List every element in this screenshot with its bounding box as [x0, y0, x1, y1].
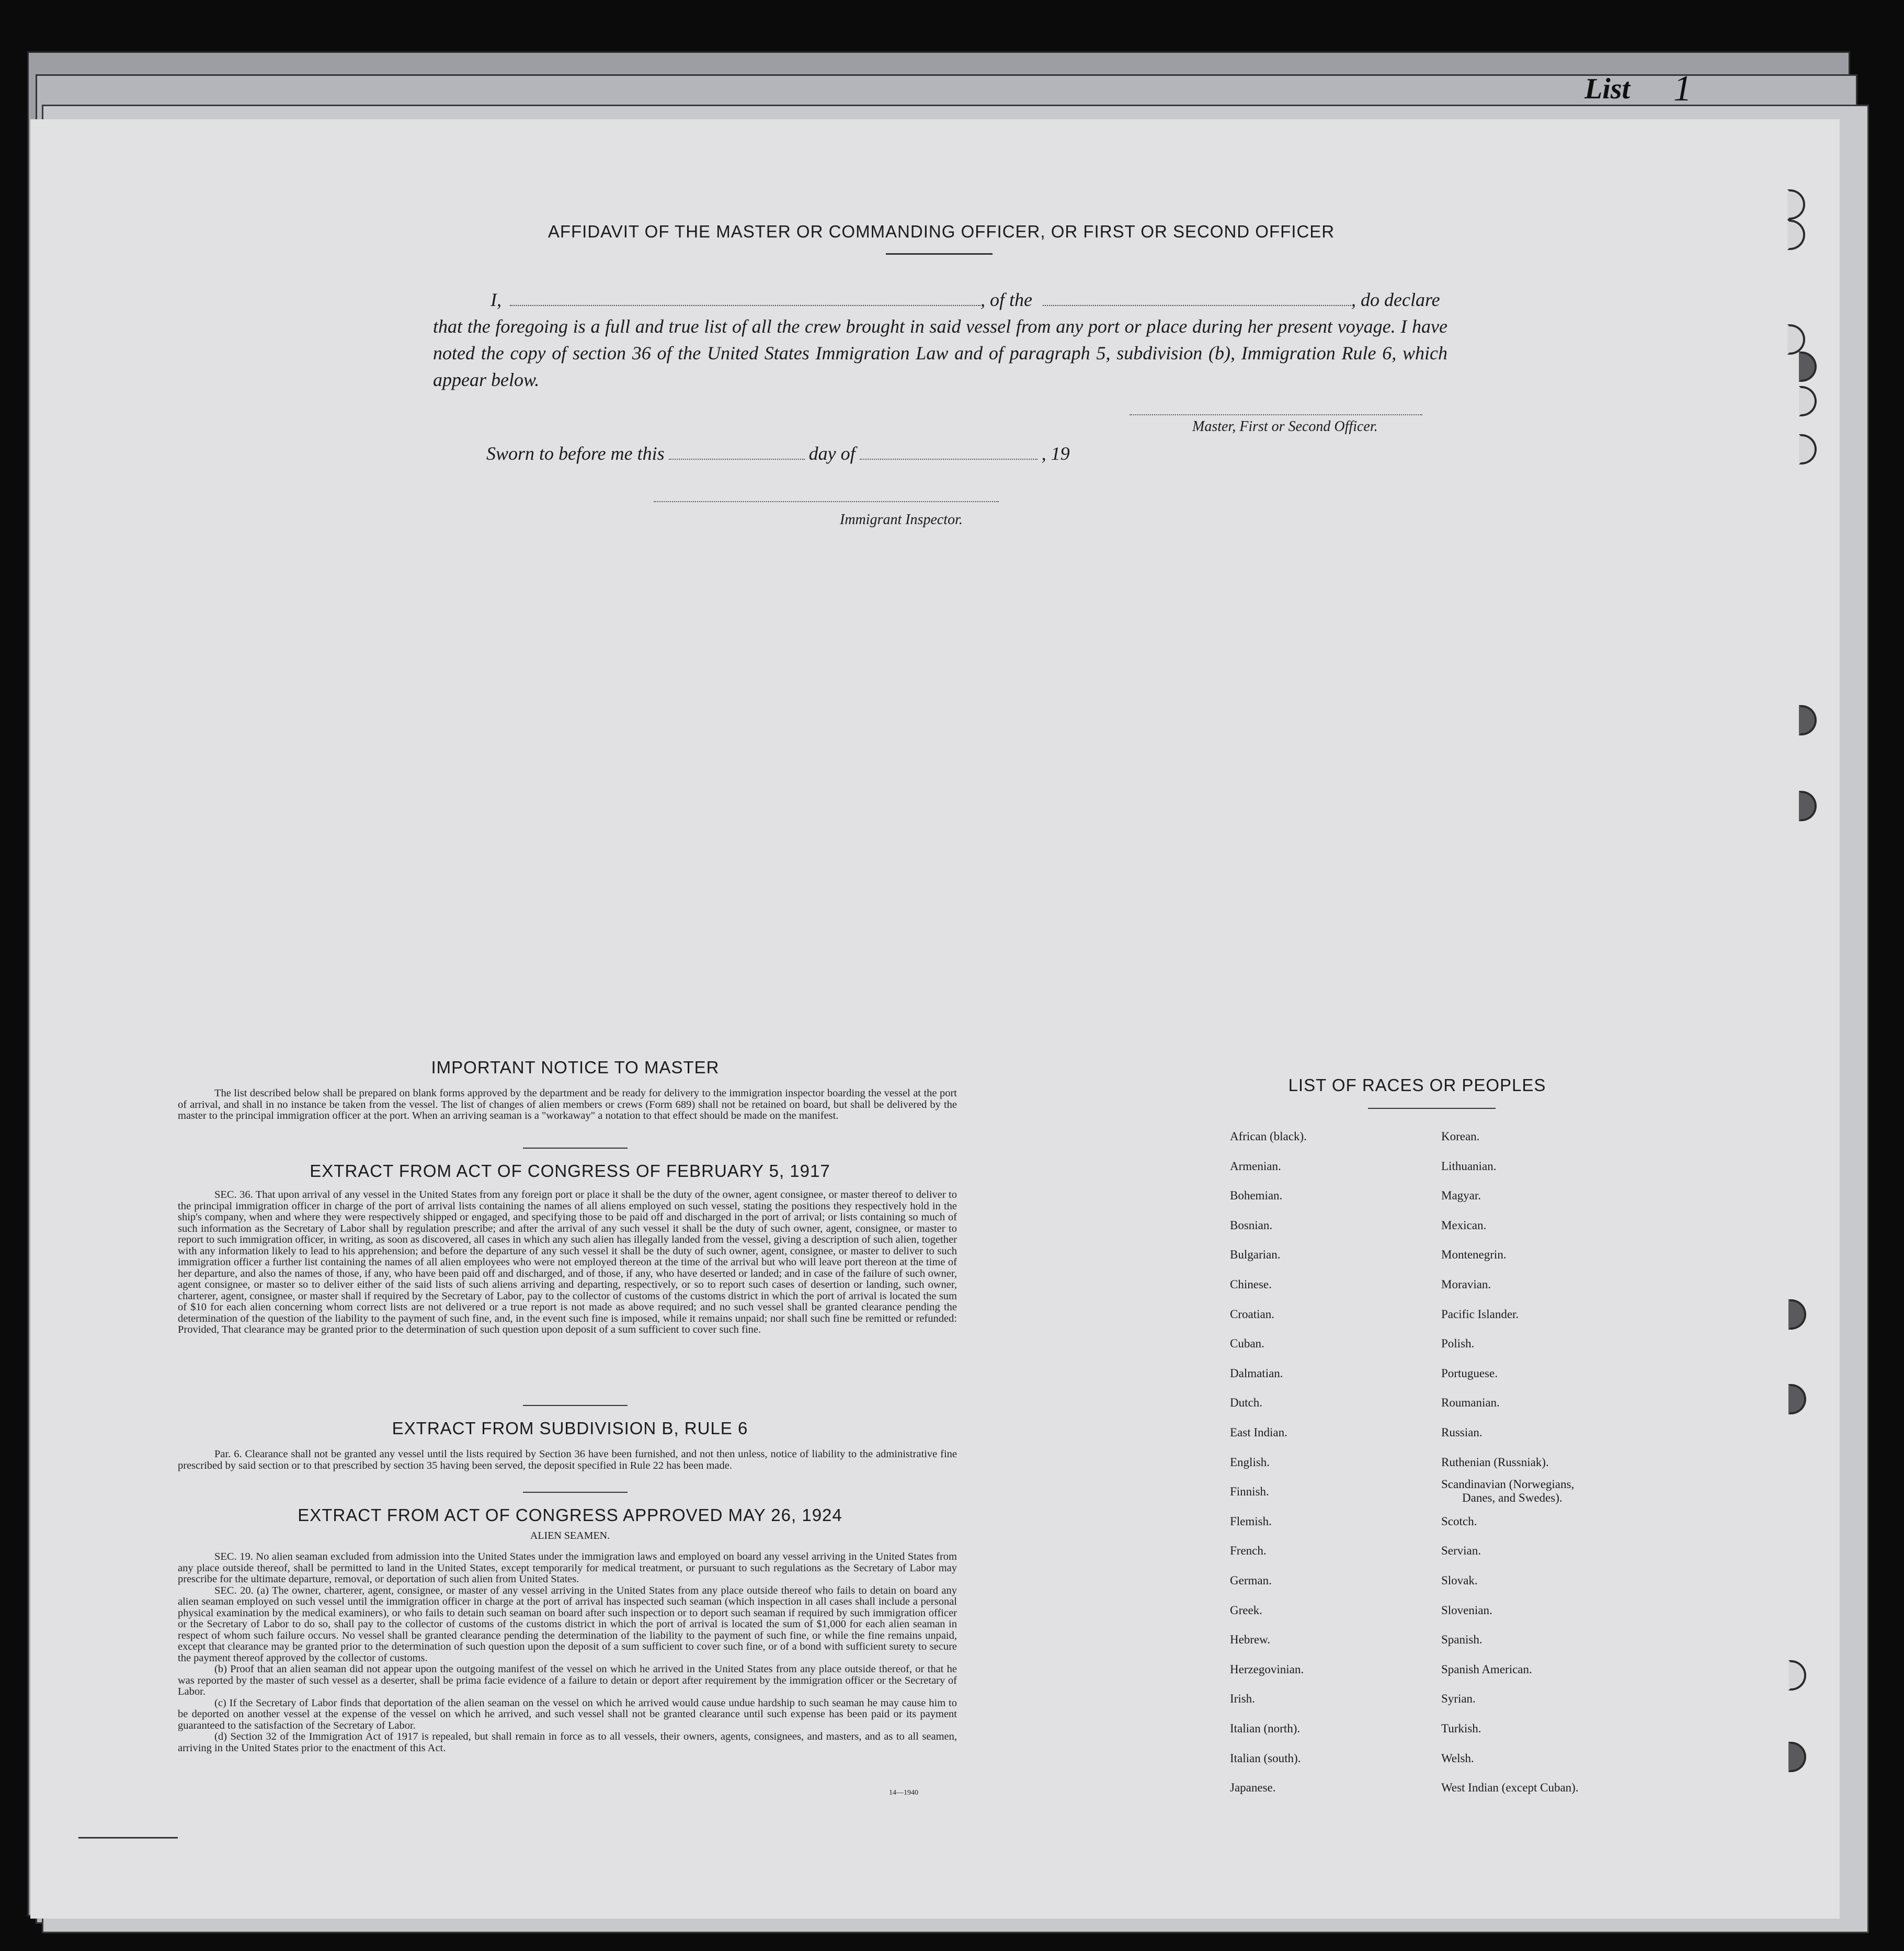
race-item: Montenegrin. — [1441, 1248, 1507, 1262]
race-item: Mexican. — [1441, 1218, 1487, 1232]
vessel-blank-field[interactable] — [1043, 305, 1351, 306]
extract-rule6-paragraph: Par. 6. Clearance shall not be granted any vessel until the lists required by Section 36 have been furnished, and not then unless, notice of liability to the administrative fine prescribed by said section or to that prescribed by section 35 having been served, the deposit specified in Rule 22 has been made. — [178, 1448, 957, 1471]
notice-text — [178, 1088, 957, 1122]
form-code: 14—1940 — [889, 1789, 918, 1797]
master-signature-caption: Master, First or Second Officer. — [1192, 418, 1378, 435]
race-item: African (black). — [1230, 1130, 1307, 1143]
race-item: Roumanian. — [1441, 1396, 1500, 1410]
race-item: Magyar. — [1441, 1189, 1481, 1203]
extract-1924-sec20d: (d) Section 32 of the Immigration Act of 1917 is repealed, but shall remain in force as to all vessels, their owners, agents, consignees, and masters, and as to all seamen, arriving in the United States prior to the enactment of this Act. — [178, 1731, 957, 1754]
sworn-prefix: Sworn to before me this — [486, 443, 665, 464]
list-number: 1 — [1673, 69, 1692, 109]
affidavit-body — [433, 287, 1447, 393]
race-item: Scandinavian (Norwegians, — [1441, 1478, 1575, 1491]
master-signature-field[interactable] — [1130, 414, 1422, 415]
sworn-month-field[interactable] — [860, 459, 1037, 460]
race-item: Danes, and Swedes). — [1462, 1491, 1563, 1505]
race-item: Slovenian. — [1441, 1603, 1492, 1617]
extract-1917-text — [178, 1189, 957, 1336]
race-item: Cuban. — [1230, 1337, 1264, 1351]
race-item: Hebrew. — [1230, 1633, 1271, 1647]
races-title: LIST OF RACES OR PEOPLES — [1288, 1075, 1546, 1095]
extract-1924-sec20c: (c) If the Secretary of Labor finds that deportation of the alien seaman on the vessel on which he arrived would cause undue hardship to such seaman he may cause him to be deported on another vessel at the expense of the vessel on which he arrived, and such vessel shall not be granted clearance until such expense has been paid or its payment guaranteed to the satisfaction of the Secretary of Labor. — [178, 1697, 957, 1731]
race-item: French. — [1230, 1544, 1267, 1558]
races-divider — [1368, 1108, 1496, 1109]
section-divider — [523, 1148, 628, 1149]
extract-rule6-title: EXTRACT FROM SUBDIVISION B, RULE 6 — [392, 1419, 748, 1438]
extract-1924-title: EXTRACT FROM ACT OF CONGRESS APPROVED MAY 26, 1924 — [298, 1505, 842, 1525]
section-divider — [523, 1405, 628, 1406]
race-item: Armenian. — [1230, 1159, 1281, 1173]
extract-1917-paragraph: SEC. 36. That upon arrival of any vessel in the United States from any foreign port or place it shall be the duty of the owner, agent consignee, or master thereof to deliver to the principal immigration officer in charge of the port of arrival lists containing the names of all aliens employed on such vessel, stating the positions they respectively hold in the ship's company, when and where they were respectively shipped or engaged, and specifying those to be paid off and discharged in the port of arrival; or lists containing so much of such information as the Secretary of Labor shall by regulation prescribe; and after the arrival of any such vessel it shall be the duty of such owner, agent, consignee, or master to report to such immigration officer, in writing, as soon as discovered, all cases in which any such alien has illegally landed from the vessel, giving a description of such alien, together with any information likely to lead to his apprehension; and before the departure of any such vessel it shall be the duty of such owner, agent, consignee, or master to deliver to such immigration officer a further list containing the names of all alien employees who were not employed thereon at the time of the arrival but who will leave port thereon at the time of her departure, and also the names of those, if any, who have been paid off and discharged, and of those, if any, who have deserted or landed; and in case of the failure of such owner, agent consignee, or master so to deliver either of the said lists of such aliens arriving and departing, respectively, or so to report such cases of desertion or landing, such owner, charterer, agent, consignee, or master shall if required by the Secretary of Labor, pay to the collector of customs of the customs district in which the port of arrival is located the sum of $10 for each alien concerning whom correct lists are not delivered or a true report is not made as above required; and no such vessel shall be granted clearance pending the determination of the question of the liability to the payment of such fine, and, in the event such fine is imposed, while it remains unpaid; nor shall such fine be remitted or refunded: Provided, That clearance may be granted prior to the determination of such question upon deposit of a sum sufficient to cover such fine. — [178, 1189, 957, 1335]
inspector-signature-field[interactable] — [654, 501, 999, 502]
extract-1917-title: EXTRACT FROM ACT OF CONGRESS OF FEBRUARY 5, 1917 — [310, 1161, 830, 1181]
race-item: Russian. — [1441, 1426, 1483, 1439]
race-item: Turkish. — [1441, 1722, 1481, 1735]
list-label: List — [1584, 73, 1631, 105]
sworn-year: , 19 — [1041, 443, 1070, 464]
race-item: Welsh. — [1441, 1751, 1474, 1765]
race-item: Bosnian. — [1230, 1218, 1273, 1232]
extract-rule6-text — [178, 1449, 957, 1471]
title-divider — [886, 253, 993, 255]
affidavit-of-the: , of the — [980, 289, 1032, 310]
race-item: Spanish American. — [1441, 1662, 1532, 1676]
race-item: Slovak. — [1441, 1574, 1478, 1587]
section-divider — [523, 1492, 628, 1493]
race-item: Moravian. — [1441, 1278, 1491, 1291]
race-item: Bohemian. — [1230, 1189, 1283, 1203]
affidavit-statement: that the foregoing is a full and true list of all the crew brought in said vessel from any port or place during her present voyage. I have noted the copy of section 36 of the United States Immigration Law and of paragraph 5, subdivision (b), Immigration Rule 6, which appear below. — [433, 316, 1447, 390]
race-item: Syrian. — [1441, 1692, 1476, 1706]
race-item: English. — [1230, 1455, 1270, 1469]
race-item: Greek. — [1230, 1603, 1262, 1617]
affidavit-i: I, — [491, 289, 501, 310]
race-item: Polish. — [1441, 1337, 1475, 1351]
race-item: Dutch. — [1230, 1396, 1262, 1410]
race-item: Herzegovinian. — [1230, 1662, 1304, 1676]
race-item: Italian (south). — [1230, 1751, 1301, 1765]
notice-title: IMPORTANT NOTICE TO MASTER — [431, 1058, 720, 1077]
race-item: Ruthenian (Russniak). — [1441, 1455, 1549, 1469]
race-item: Korean. — [1441, 1130, 1480, 1143]
extract-1924-subtitle: ALIEN SEAMEN. — [530, 1530, 610, 1541]
extract-1924-sec20b: (b) Proof that an alien seaman did not appear upon the outgoing manifest of the vessel on which he arrived in the United States from any place outside thereof, or that he was reported by the master of such vessel as a deserter, shall be prima facie evidence of a failure to detain or deport after requirement by the immigration officer or the Secretary of Labor. — [178, 1663, 957, 1697]
inspector-caption: Immigrant Inspector. — [840, 512, 963, 528]
affidavit-declare: , do declare — [1351, 289, 1440, 310]
name-blank-field[interactable] — [510, 305, 980, 306]
race-item: Chinese. — [1230, 1278, 1272, 1291]
race-item: Pacific Islander. — [1441, 1307, 1519, 1321]
race-item: West Indian (except Cuban). — [1441, 1781, 1579, 1795]
race-item: Irish. — [1230, 1692, 1255, 1706]
race-item: Spanish. — [1441, 1633, 1483, 1647]
sworn-line — [486, 443, 1070, 464]
race-item: Scotch. — [1441, 1514, 1477, 1528]
race-item: East Indian. — [1230, 1426, 1287, 1439]
race-item: Finnish. — [1230, 1485, 1269, 1499]
race-item: Servian. — [1441, 1544, 1481, 1558]
sworn-day-of: day of — [808, 443, 856, 464]
affidavit-title: AFFIDAVIT OF THE MASTER OR COMMANDING OFFICER, OR FIRST OR SECOND OFFICER — [548, 222, 1335, 241]
notice-paragraph: The list described below shall be prepared on blank forms approved by the department and be ready for delivery to the immigration inspector boarding the vessel at the port of arrival, and shall in no instance be taken from the vessel. The list of changes of alien members or crews (Form 689) shall not be retained on board, but shall be delivered by the master to the principal immigration officer at the port. When an arriving seaman is a "workaway" a notation to that effect should be made on the manifest. — [178, 1087, 957, 1121]
race-item: Dalmatian. — [1230, 1366, 1283, 1380]
race-item: German. — [1230, 1574, 1272, 1587]
extract-1924-sec20a: SEC. 20. (a) The owner, charterer, agent, consignee, or master of any vessel arriving in the United States from any place outside thereof who fails to detain on board any alien seaman employed on such vessel until the immigration officer in charge at the port of arrival has inspected such seaman (which inspection in all cases shall include a personal physical examination by the medical examiners), or who fails to detain such seaman on board after such inspection or to deport such seaman if required by such immigration officer or the Secretary of Labor to do so, shall pay to the collector of customs of the customs district in which the port of arrival is located the sum of $1,000 for each alien seaman in respect of whom such failure occurs. No vessel shall be granted clearance pending the determination of the liability to the payment of such fine, or while the fine remains unpaid, except that clearance may be granted prior to the determination of such question upon the deposit of a sum sufficient to cover such fine, or of a bond with sufficient surety to secure the payment thereof approved by the collector of customs. — [178, 1584, 957, 1664]
race-item: Flemish. — [1230, 1514, 1272, 1528]
sworn-day-field[interactable] — [669, 459, 805, 460]
extract-1924-sec19: SEC. 19. No alien seaman excluded from admission into the United States under the immigration laws and employed on board any vessel arriving in the United States from any place outside thereof, shall be permitted to land in the United States, except temporarily for medical treatment, or pursuant to such regulations as the Secretary of Labor may prescribe for the ultimate departure, removal, or deportation of such alien from United States. — [178, 1551, 957, 1585]
race-item: Japanese. — [1230, 1781, 1276, 1795]
extract-1924-text — [178, 1551, 957, 1754]
race-item: Croatian. — [1230, 1307, 1274, 1321]
bottom-rule — [78, 1837, 178, 1839]
race-item: Portuguese. — [1441, 1366, 1498, 1380]
race-item: Italian (north). — [1230, 1722, 1301, 1735]
race-item: Lithuanian. — [1441, 1159, 1497, 1173]
race-item: Bulgarian. — [1230, 1248, 1281, 1262]
